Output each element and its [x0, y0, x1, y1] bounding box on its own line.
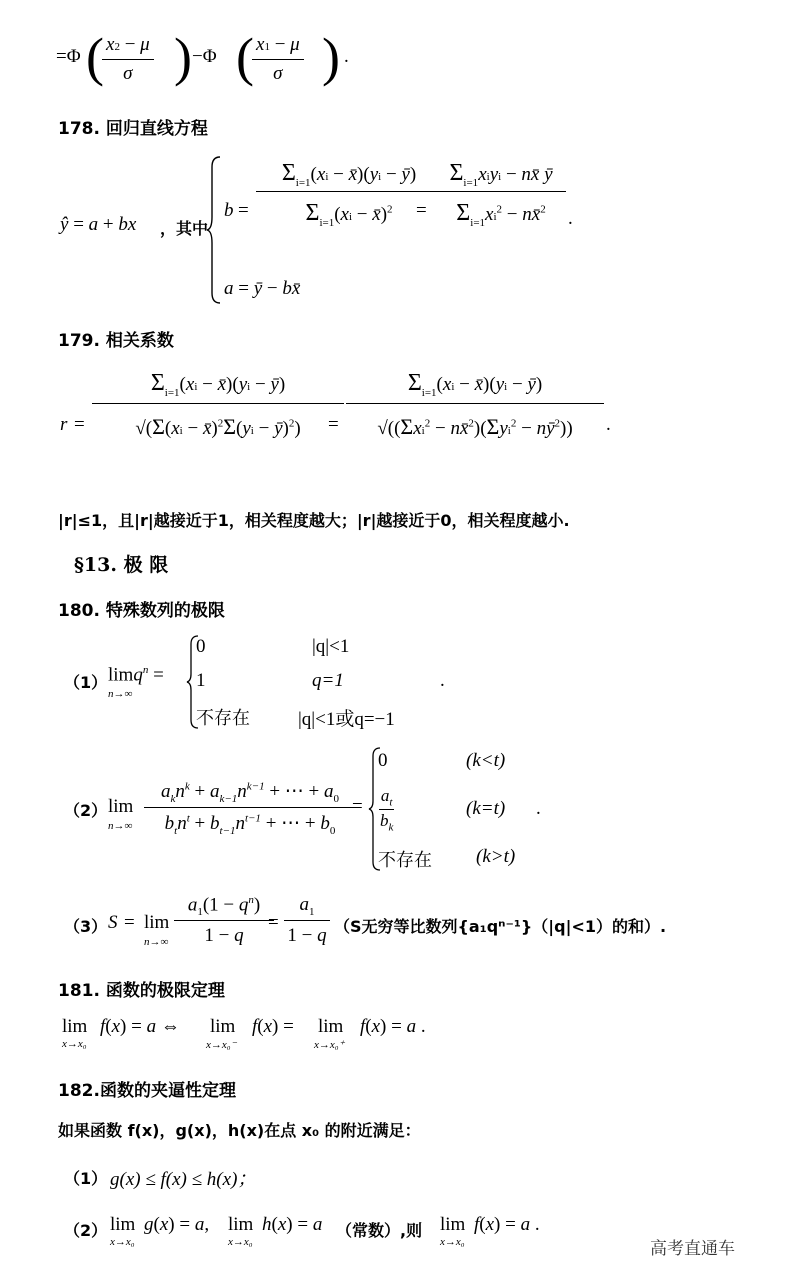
section-179-title: 179. 相关系数: [58, 331, 174, 351]
squeeze-item-2-conclusion: lim x→x₀ f(x) = a .: [440, 1214, 540, 1248]
squeeze-item-2-const: （常数）,则: [336, 1221, 423, 1240]
squeeze-item-1: g(x) ≤ f(x) ≤ h(x)；: [110, 1169, 257, 1190]
case-2-value-1: $\frac{a_t}{b_k}$: [380, 786, 394, 834]
case-1-value-1: 1: [196, 670, 206, 691]
squeeze-item-1-label: （1）: [64, 1169, 108, 1188]
case-1-value-0: 0: [196, 636, 206, 657]
item-2-label: （2）: [64, 801, 108, 820]
case-1-value-2: 不存在: [196, 708, 250, 729]
a-definition: a = ȳ − bx̄: [224, 278, 301, 299]
correlation-formula: r = $\Sigma_{i=1}(xi$ − x̄)(yi − ȳ) √(Σ(xi − x̄)$^2$Σ(yi − ȳ)$^2$) = $\Sigma_{i=1}(xi$ − x̄)(yi − ȳ) √((Σxi$^2$ − nx̄$^2$)(Σyi$^2$ − $nȳ^2$)) .: [60, 370, 611, 439]
correlation-note: |r|≤1，且|r|越接近于1，相关程度越大；|r|越接近于0，相关程度越小.: [58, 511, 570, 530]
case-2-cond-1: (k=t): [466, 798, 506, 819]
watermark: 高考直通车: [650, 1239, 735, 1259]
case-2-cond-0: (k<t): [466, 750, 506, 771]
regression-lead: ŷ = a + bx: [60, 214, 137, 235]
item-3-label: （3）: [64, 917, 108, 936]
case-2-value-0: 0: [378, 750, 388, 771]
section-182-title: 182.函数的夹逼性定理: [58, 1081, 236, 1101]
regression-brace: [206, 155, 222, 305]
section-178-title: 178. 回归直线方程: [58, 119, 208, 139]
squeeze-item-2-label: （2）: [64, 1221, 108, 1240]
squeeze-intro: 如果函数 f(x)，g(x)，h(x)在点 x₀ 的附近满足：: [58, 1121, 421, 1140]
squeeze-item-2: lim x→x₀ g(x) = a, lim x→x₀ h(x) = a: [110, 1214, 323, 1248]
case-2-period: .: [536, 798, 541, 819]
case-1-cond-1: q=1: [312, 670, 344, 691]
case-2-cond-2: (k>t): [476, 846, 516, 867]
regression-zhong: ，其中: [160, 219, 209, 238]
section-181-title: 181. 函数的极限定理: [58, 981, 225, 1001]
case-1-cond-0: |q|<1: [312, 636, 350, 657]
item-1-label: （1）: [64, 673, 108, 692]
case-2-value-2: 不存在: [378, 850, 432, 871]
lim-q-n: limq$^n$ = n→∞: [108, 664, 164, 700]
section-180-title: 180. 特殊数列的极限: [58, 601, 225, 621]
case-1-period: .: [440, 670, 445, 691]
section-13-title: §13. 极 限: [74, 554, 169, 576]
geometric-sum-desc: （S无穷等比数列{a₁qⁿ⁻¹}（|q|<1）的和）.: [334, 917, 667, 936]
case-1-cond-2: |q|<1或q=−1: [298, 709, 395, 730]
limit-theorem: lim x→x₀ f(x) = a ⇔ lim x→x₀⁻ f(x) = lim x→x₀⁺ f(x) = a .: [62, 1016, 426, 1051]
